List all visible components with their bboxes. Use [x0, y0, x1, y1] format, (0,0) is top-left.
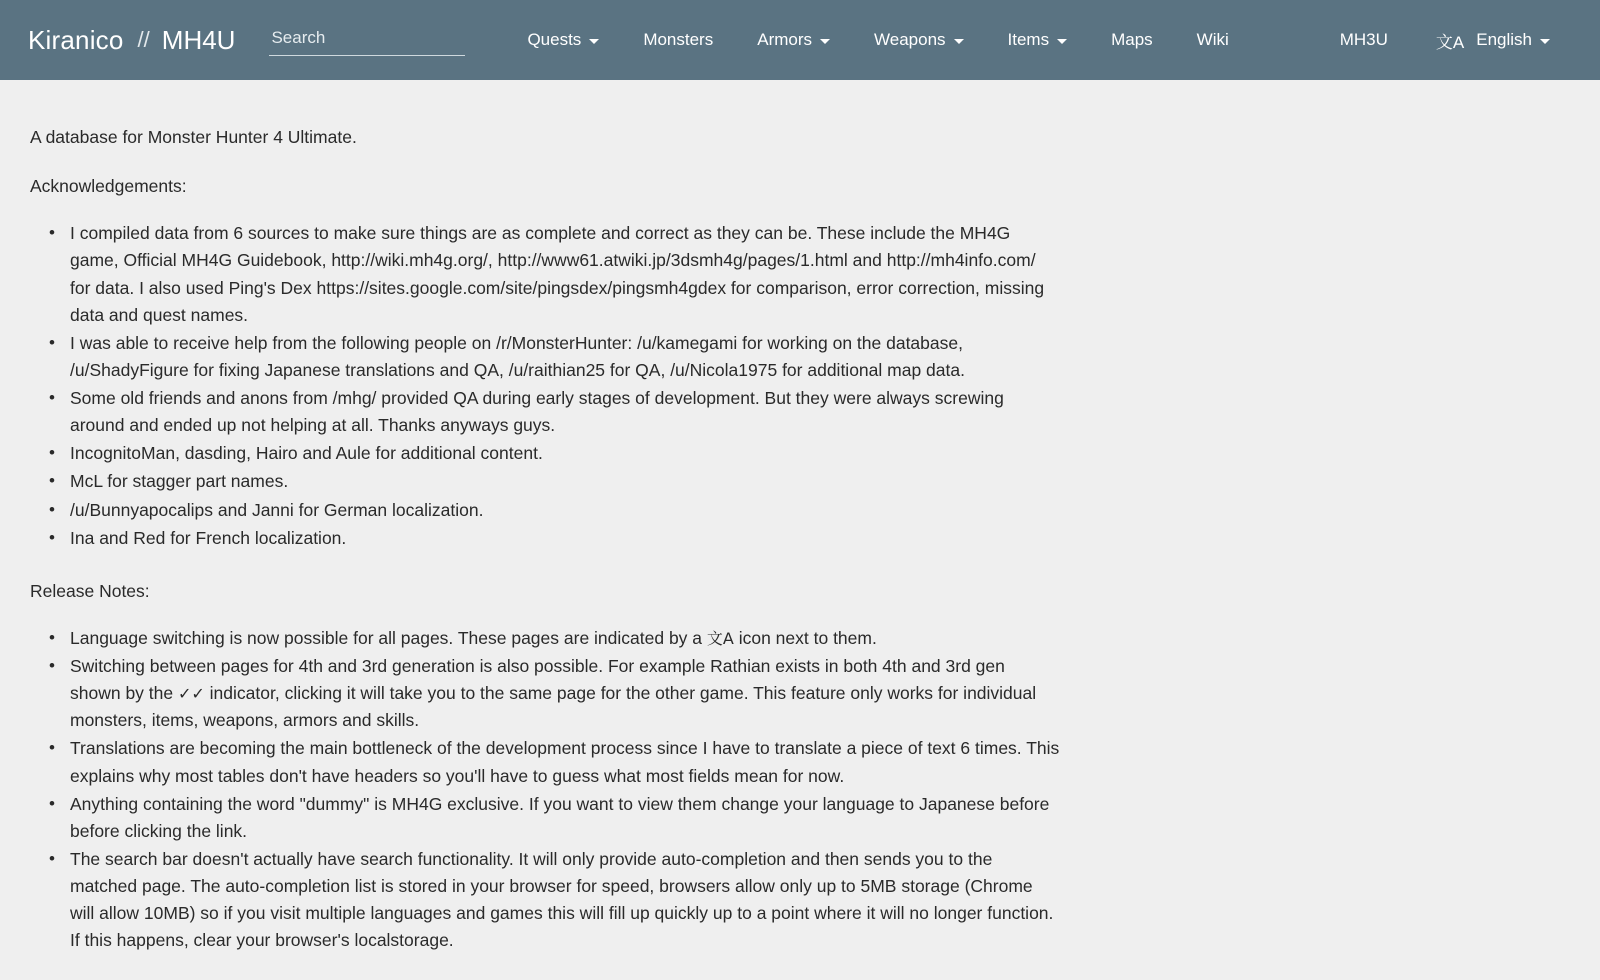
nav-item-label: Maps — [1111, 30, 1153, 49]
list-item: • IncognitoMan, dasding, Hairo and Aule for additional content. — [66, 440, 1060, 467]
list-item: • Anything containing the word "dummy" is MH4G exclusive. If you want to view them change your language to Japanese before before clicking the link. — [66, 791, 1060, 845]
release-notes-heading: Release Notes: — [30, 580, 150, 601]
nav-item-label: Monsters — [643, 30, 714, 49]
list-item: • The search bar doesn't actually have search functionality. It will only provide auto-completion and then sends you to the matched page. The auto-completion list is stored in your browser for speed, browsers allow only up to 5MB storage (Chrome will allow 10MB) so if you visit multiple languages and games this will fill up quickly up to a point where it will no longer function. If this happens, clear your browser's localstorage. — [66, 846, 1060, 955]
top-navbar — [0, 0, 1600, 80]
list-item: • /u/Bunnyapocalips and Janni for German localization. — [66, 497, 1060, 524]
nav-item-label: Weapons — [874, 30, 946, 49]
nav-item-wiki[interactable] — [1175, 20, 1251, 60]
other-game-label: MH3U — [1339, 30, 1388, 49]
search-container — [269, 24, 465, 56]
acknowledgements-list — [30, 220, 1060, 552]
chevron-down-icon — [1540, 39, 1550, 44]
double-check-icon: ✓✓ — [177, 684, 205, 704]
nav-item-mh3u[interactable] — [1318, 20, 1410, 60]
nav-item-maps[interactable] — [1089, 20, 1175, 60]
nav-item-monsters[interactable] — [621, 20, 735, 60]
list-item: • I was able to receive help from the following people on /r/MonsterHunter: /u/kamegami for working on the database, /u/ShadyFigure for fixing Japanese translations and QA, /u/raithian25 for QA, /u/Nicola1975 for additional map data. — [66, 330, 1060, 384]
chevron-down-icon — [589, 39, 599, 44]
nav-right-group — [1318, 18, 1572, 63]
nav-item-quests[interactable] — [505, 20, 621, 60]
language-label: English — [1476, 30, 1532, 49]
list-item: • McL for stagger part names. — [66, 468, 1060, 495]
nav-item-label: Wiki — [1196, 30, 1229, 49]
nav-item-weapons[interactable] — [852, 20, 986, 60]
note-text-before: Language switching is now possible for all pages. These pages are indicated by a — [70, 627, 707, 648]
nav-item-label: Items — [1007, 30, 1050, 49]
acknowledgements-heading: Acknowledgements: — [30, 176, 187, 197]
nav-item-armors[interactable] — [735, 20, 852, 60]
list-item — [66, 625, 1060, 652]
nav-item-items[interactable] — [986, 20, 1090, 60]
main-content — [0, 80, 1060, 954]
translate-icon: 文A — [1435, 32, 1465, 52]
translate-icon: 文A — [706, 628, 734, 648]
list-item — [66, 653, 1060, 734]
release-notes-list — [30, 625, 1060, 955]
nav-item-label: Quests — [527, 30, 582, 49]
chevron-down-icon — [954, 39, 964, 44]
list-item: • Translations are becoming the main bottleneck of the development process since I have to translate a piece of text 6 times. This explains why most tables don't have headers so you'll have to guess what most fields mean for now. — [66, 735, 1060, 789]
intro-text: A database for Monster Hunter 4 Ultimate. — [30, 127, 357, 147]
current-game-label[interactable]: MH4U — [161, 24, 236, 55]
list-item: • I compiled data from 6 sources to make sure things are as complete and correct as they can be. These include the MH4G game, Official MH4G Guidebook, http://wiki.mh4g.org/, http://www61.atwiki.jp/3dsmh4g/pages/1.html and http://mh4info.com/ for data. I also used Ping's Dex https://sites.google.com/site/pingsdex/pingsmh4gdex for comparison, error correction, missing data and quest names. — [66, 220, 1060, 329]
note-text-after: icon next to them. — [733, 627, 877, 648]
note-text-after: indicator, clicking it will take you to the same page for the other game. This feature only works for individual monsters, items, weapons, armors and skills. — [70, 683, 1037, 731]
list-item: • Ina and Red for French localization. — [66, 525, 1060, 552]
chevron-down-icon — [1057, 39, 1067, 44]
nav-links — [505, 20, 1250, 60]
list-item: • Some old friends and anons from /mhg/ provided QA during early stages of development. But they were always screwing around and ended up not helping at all. Thanks anyways guys. — [66, 385, 1060, 439]
brand-separator: // — [137, 27, 150, 52]
brand-logo[interactable]: Kiranico — [28, 24, 124, 55]
chevron-down-icon — [820, 39, 830, 44]
note-text-before: Switching between pages for 4th and 3rd generation is also possible. For example Rathian exists in both 4th and 3rd gen shown by the — [70, 656, 1005, 704]
language-selector[interactable] — [1414, 18, 1572, 63]
nav-item-label: Armors — [757, 30, 813, 49]
search-input[interactable] — [269, 24, 465, 56]
